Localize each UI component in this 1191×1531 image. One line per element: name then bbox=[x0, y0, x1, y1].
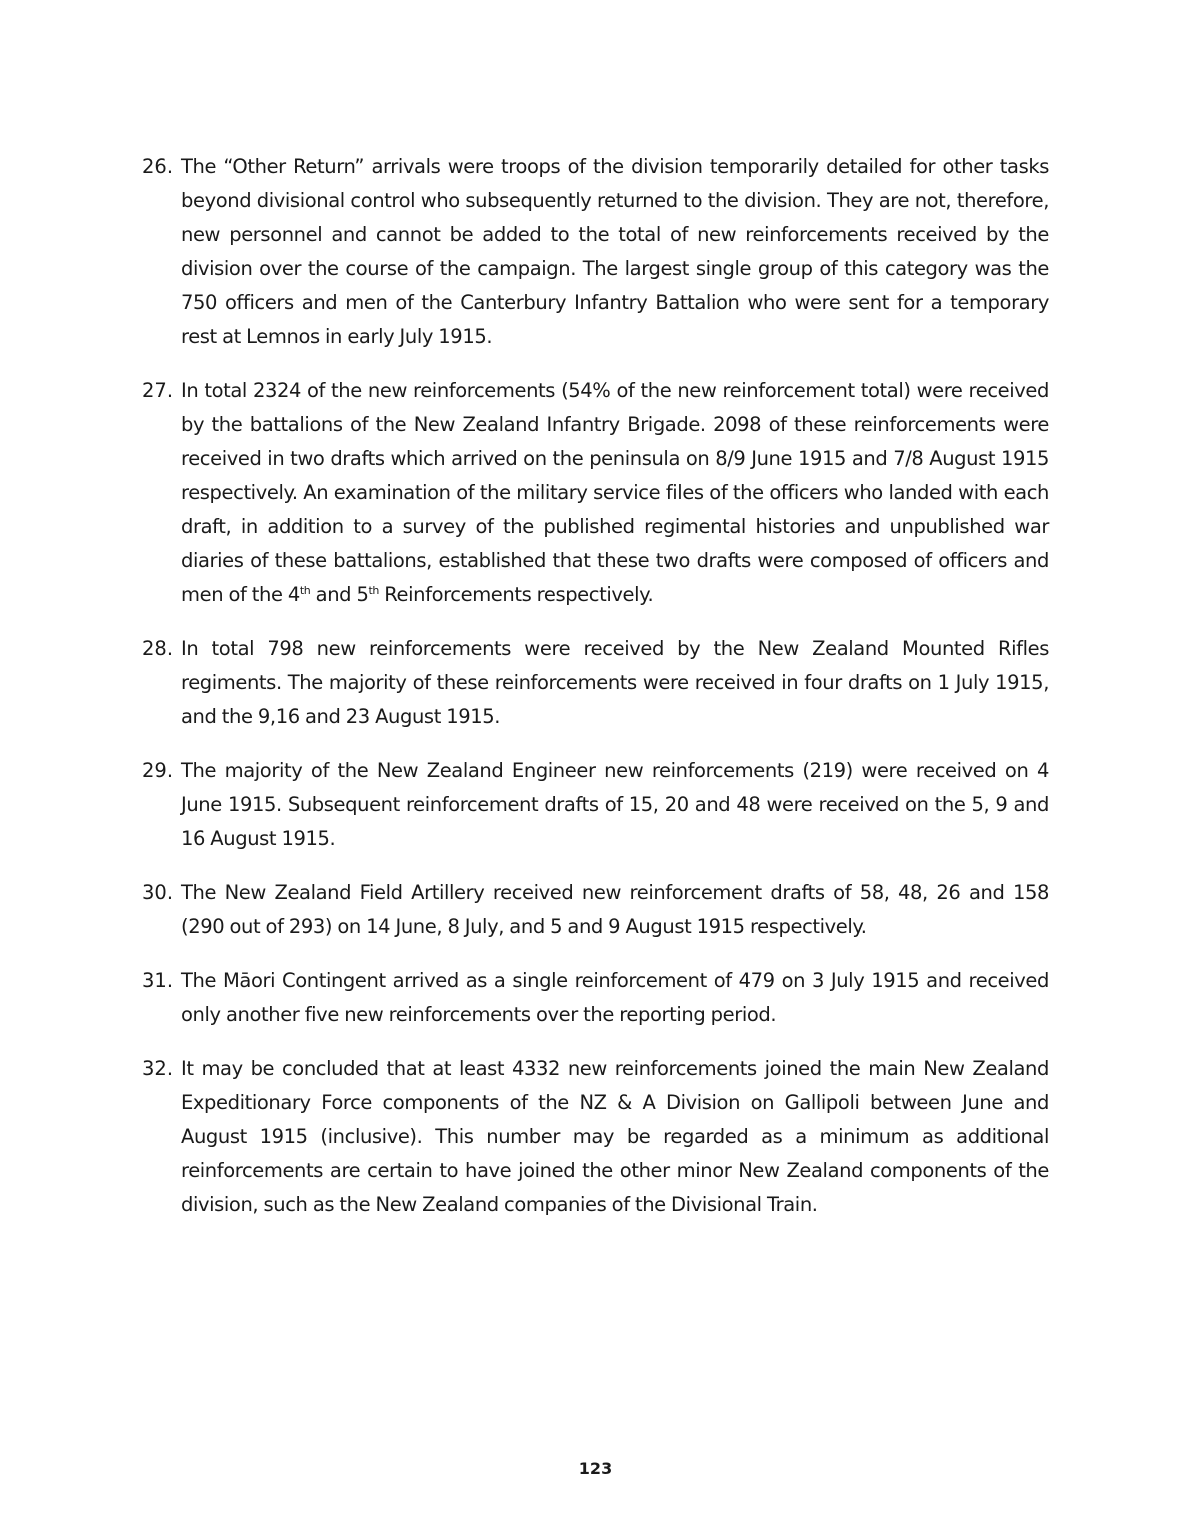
paragraph-number: 28. bbox=[142, 637, 174, 660]
paragraph-26 bbox=[142, 150, 1049, 354]
page-number: 123 bbox=[578, 1459, 613, 1478]
paragraph-32 bbox=[142, 1052, 1049, 1222]
ordinal-superscript: th bbox=[299, 584, 311, 597]
paragraph-text-part: and 5 bbox=[310, 583, 369, 606]
paragraph-30 bbox=[142, 876, 1049, 944]
paragraph-text bbox=[181, 374, 1049, 612]
paragraph-text: The “Other Return” arrivals were troops of the division temporarily detailed for other tasks beyond divisional control who subsequently returned to the division. They are not, therefore, new personnel and cannot be added to the total of new reinforcements received by the division over the course of the campaign. The largest single group of this category was the 750 officers and men of the Canterbury Infantry Battalion who were sent for a temporary rest at Lemnos in early July 1915. bbox=[181, 155, 1049, 348]
paragraph-number: 29. bbox=[142, 759, 174, 782]
paragraph-text-part: Reinforcements respectively. bbox=[378, 583, 654, 606]
paragraph-27 bbox=[142, 374, 1049, 612]
numbered-paragraph-list bbox=[142, 150, 1049, 1242]
paragraph-text: It may be concluded that at least 4332 new reinforcements joined the main New Zealand Expeditionary Force components of the NZ & A Division on Gallipoli between June and August 1915 (inclusive). This number may be regarded as a minimum as additional reinforcements are certain to have joined the other minor New Zealand components of the division, such as the New Zealand companies of the Divisional Train. bbox=[181, 1057, 1049, 1216]
paragraph-number: 31. bbox=[142, 969, 174, 992]
paragraph-31 bbox=[142, 964, 1049, 1032]
paragraph-text: The majority of the New Zealand Engineer new reinforcements (219) were received on 4 June 1915. Subsequent reinforcement drafts of 15, 20 and 48 were received on the 5, 9 and 16 August 1915. bbox=[181, 759, 1049, 850]
paragraph-text: The New Zealand Field Artillery received new reinforcement drafts of 58, 48, 26 and 158 (290 out of 293) on 14 June, 8 July, and 5 and 9 August 1915 respectively. bbox=[181, 881, 1049, 938]
paragraph-number: 32. bbox=[142, 1057, 174, 1080]
paragraph-29 bbox=[142, 754, 1049, 856]
paragraph-text: In total 798 new reinforcements were received by the New Zealand Mounted Rifles regiments. The majority of these reinforcements were received in four drafts on 1 July 1915, and the 9,16 and 23 August 1915. bbox=[181, 637, 1049, 728]
paragraph-text-part: In total 2324 of the new reinforcements (54% of the new reinforcement total) were received by the battalions of the New Zealand Infantry Brigade. 2098 of these reinforcements were received in two drafts which arrived on the peninsula on 8/9 June 1915 and 7/8 August 1915 respectively. An examination of the military service files of the officers who landed with each draft, in addition to a survey of the published regimental histories and unpublished war diaries of these battalions, established that these two drafts were composed of officers and men of the 4 bbox=[181, 379, 1049, 606]
paragraph-number: 30. bbox=[142, 881, 174, 904]
ordinal-superscript: th bbox=[368, 584, 379, 597]
paragraph-number: 26. bbox=[142, 155, 174, 178]
paragraph-number: 27. bbox=[142, 379, 174, 402]
paragraph-28 bbox=[142, 632, 1049, 734]
paragraph-text: The Māori Contingent arrived as a single reinforcement of 479 on 3 July 1915 and received only another five new reinforcements over the reporting period. bbox=[181, 969, 1049, 1026]
